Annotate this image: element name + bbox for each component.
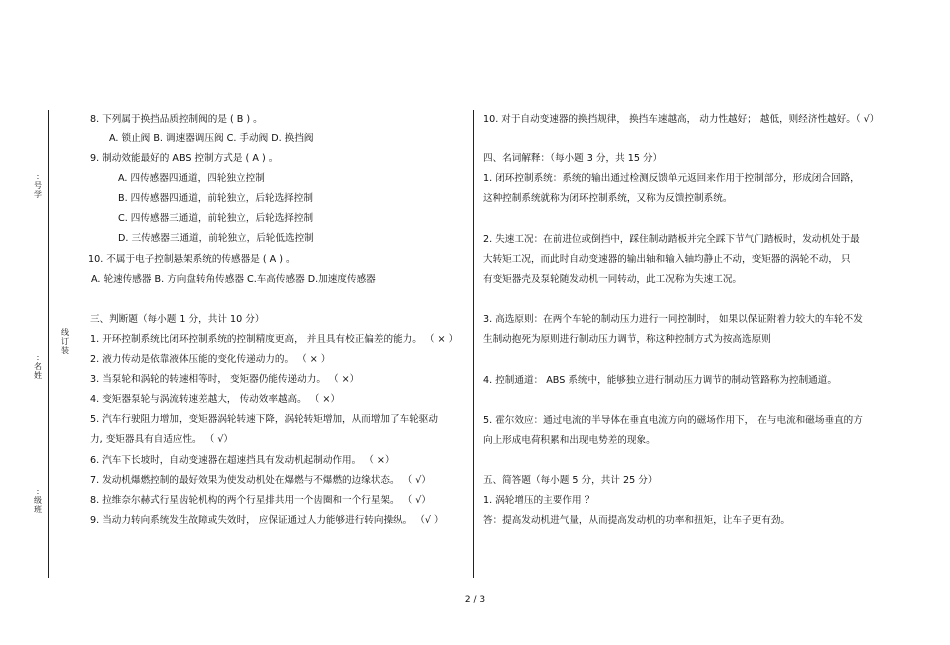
question-10-options: A. 轮速传感器 B. 方向盘转角传感器 C.车高传感器 D.加速度传感器 [91, 274, 376, 285]
judgment-8: 8. 拉维奈尔赫式行星齿轮机构的两个行星排共用一个齿圈和一个行星架。 （ √） [90, 495, 432, 506]
term-2: 2. 失速工况：在前进位或倒挡中，踩住制动踏板并完全踩下节气门踏板时，发动机处于最 [483, 234, 860, 245]
section-5-heading: 五、简答题（每小题 5 分，共计 25 分） [483, 475, 658, 486]
term-3-cont: 生制动抱死为原则进行制动压力调节，称这种控制方式为按高选原则 [483, 334, 771, 345]
page-number: 2 / 3 [464, 595, 486, 605]
column-divider [473, 110, 474, 578]
question-9-option-c: C. 四传感器三通道，前轮独立，后轮选择控制 [118, 213, 314, 224]
name-label: : 名 姓 [34, 353, 42, 380]
judgment-2: 2. 液力传动是依靠液体压能的变化传递动力的。 （ × ） [90, 354, 331, 365]
question-10: 10. 不属于电子控制悬架系统的传感器是 ( A ) 。 [88, 254, 296, 265]
term-2-cont2: 有变矩器壳及泵轮随发动机一同转动，此工况称为失速工况。 [483, 274, 743, 285]
student-id-label: : 号 学 [34, 172, 42, 199]
binding-line-label: 线 订 装 [61, 328, 69, 355]
question-9-option-d: D. 三传感器三通道，前轮独立，后轮低选控制 [118, 233, 314, 244]
short-answer-1-answer: 答：提高发动机进气量，从而提高发动机的功率和扭矩，让车子更有劲。 [483, 515, 790, 526]
question-9: 9. 制动效能最好的 ABS 控制方式是 ( A ) 。 [90, 153, 279, 164]
question-8: 8. 下列属于换挡品质控制阀的是 ( B ) 。 [90, 114, 263, 125]
judgment-1: 1. 开环控制系统比闭环控制系统的控制精度更高， 并且具有校正偏差的能力。 （ × ） [90, 334, 459, 345]
judgment-10: 10. 对于自动变速器的换挡规律， 换挡车速越高， 动力性越好； 越低，则经济性越好。（ √） [483, 114, 880, 125]
margin-rule [48, 110, 49, 578]
judgment-5-cont: 力, 变矩器具有自适应性。 （ √） [90, 434, 234, 445]
section-3-heading: 三、判断题（每小题 1 分，共计 10 分） [90, 314, 265, 325]
judgment-5: 5. 汽车行驶阻力增加，变矩器涡轮转速下降，涡轮转矩增加，从而增加了车轮驱动 [90, 414, 438, 425]
class-label: : 级 班 [34, 487, 42, 514]
term-4: 4. 控制通道： ABS 系统中，能够独立进行制动压力调节的制动管路称为控制通道。 [483, 375, 837, 386]
question-9-option-a: A. 四传感器四通道，四轮独立控制 [118, 173, 265, 184]
term-1-cont: 这种控制系统就称为闭环控制系统，又称为反馈控制系统。 [483, 193, 733, 204]
question-9-option-b: B. 四传感器四通道，前轮独立，后轮选择控制 [118, 193, 313, 204]
judgment-9: 9. 当动力转向系统发生故障或失效时， 应保证通过人力能够进行转向操纵。 （√ ） [90, 515, 444, 526]
judgment-6: 6. 汽车下长坡时，自动变速器在超速挡具有发动机起制动作用。 （ ×） [90, 455, 395, 466]
section-4-heading: 四、名词解释：（每小题 3 分，共 15 分） [483, 153, 663, 164]
term-5: 5. 霍尔效应：通过电流的半导体在垂直电流方向的磁场作用下， 在与电流和磁场垂直的方 [483, 415, 863, 426]
term-5-cont: 向上形成电荷积累和出现电势差的现象。 [483, 435, 656, 446]
judgment-4: 4. 变矩器泵轮与涡流转速差越大， 传动效率越高。 （ ×） [90, 394, 341, 405]
term-1: 1. 闭环控制系统：系统的输出通过检测反馈单元返回来作用于控制部分，形成闭合回路， [483, 173, 860, 184]
short-answer-1-question: 1. 涡轮增压的主要作用 ？ [483, 495, 595, 506]
question-8-options: A. 锁止阀 B. 调速器调压阀 C. 手动阀 D. 换挡阀 [109, 133, 314, 144]
judgment-7: 7. 发动机爆燃控制的最好效果为使发动机处在爆燃与不爆燃的边缘状态。 （ √） [90, 475, 432, 486]
judgment-3: 3. 当泵轮和涡轮的转速相等时， 变矩器仍能传递动力。 （ ×） [90, 374, 360, 385]
term-3: 3. 高选原则：在两个车轮的制动压力进行一同控制时， 如果以保证附着力较大的车轮不发 [483, 314, 863, 325]
term-2-cont: 大转矩工况，而此时自动变速器的输出轴和输入轴均静止不动，变矩器的涡轮不动， 只 [483, 254, 851, 265]
